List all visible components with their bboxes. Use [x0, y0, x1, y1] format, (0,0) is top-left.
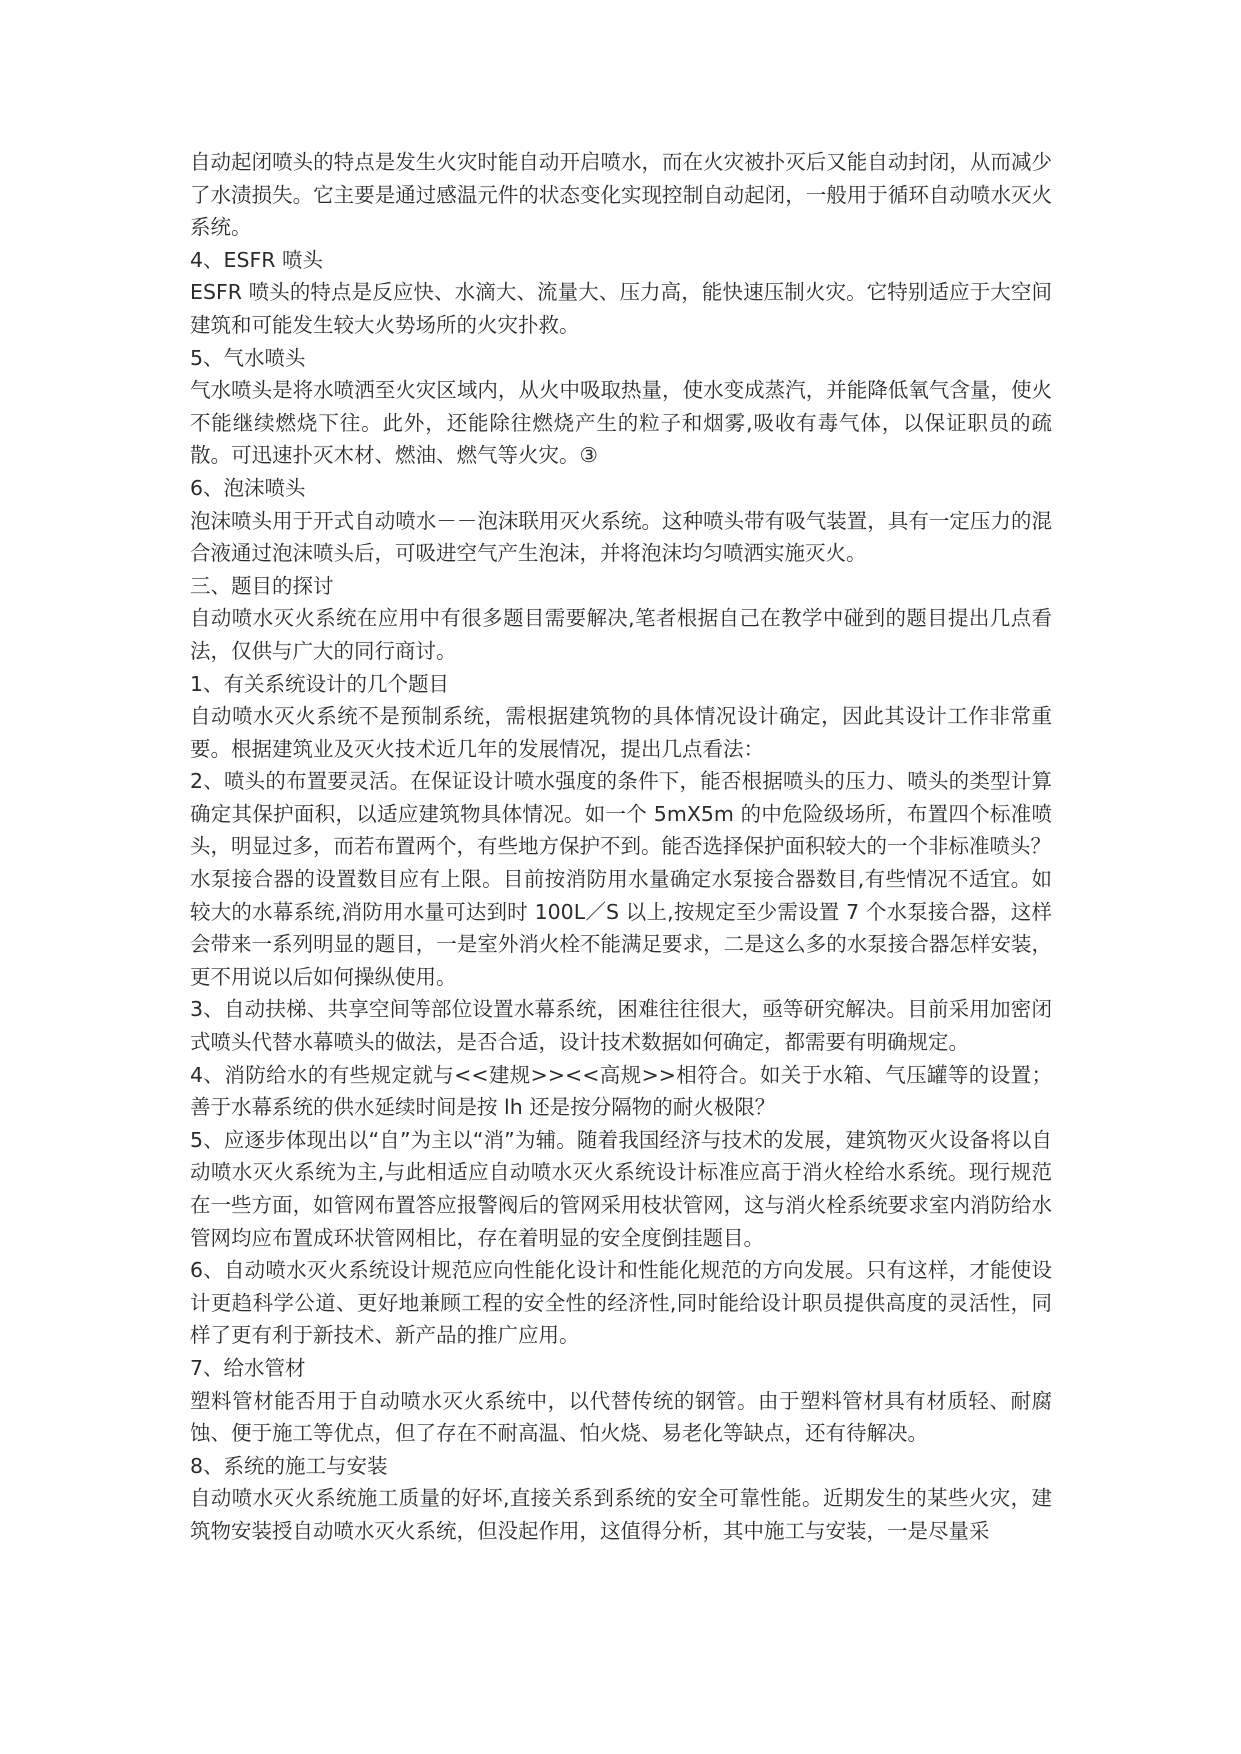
paragraph-pump-connector: 水泵接合器的设置数目应有上限。目前按消防用水量确定水泵接合器数目,有些情况不适宜。如较大的水幕系统,消防用水量可达到时 100L／S 以上,按规定至少需设置 7 个水泵接合器，这样会带来一系列明显的题目，一是室外消火栓不能满足要求，二是这么多的水泵接合器怎样安装，更不用说以后如何操纵使用。 — [190, 867, 1052, 989]
paragraph-fire-water-supply-rules: 4、消防给水的有些规定就与<<建规>><<高规>>相符合。如关于水箱、气压罐等的设置；善于水幕系统的供水延续时间是按 lh 还是按分隔物的耐火极限？ — [190, 1062, 1052, 1120]
heading-esfr-sprinkler: 4、ESFR 喷头 — [190, 247, 324, 272]
paragraph-sprinkler-layout: 2、喷头的布置要灵活。在保证设计喷水强度的条件下，能否根据喷头的压力、喷头的类型计算确定其保护面积，以适应建筑物具体情况。如一个 5mX5m 的中危险级场所，布置四个标准喷头，明显过多，而若布置两个，有些地方保护不到。能否选择保护面积较大的一个非标准喷头？ — [190, 769, 1052, 859]
heading-system-design: 1、有关系统设计的几个题目 — [190, 671, 450, 696]
paragraph-system-design: 自动喷水灭火系统不是预制系统，需根据建筑物的具体情况设计确定，因此其设计工作非常重要。根据建筑业及灭火技术近几年的发展情况，提出几点看法： — [190, 704, 1052, 761]
paragraph-air-water-sprinkler: 气水喷头是将水喷洒至火灾区域内，从火中吸取热量，使水变成蒸汽，并能降低氧气含量，使火不能继续燃烧下往。此外，还能除往燃烧产生的粒子和烟雾,吸收有毒气体，以保证职员的疏散。可迅速扑灭木材、燃油、燃气等火灾。③ — [190, 378, 1052, 468]
paragraph-water-pipes: 塑料管材能否用于自动喷水灭火系统中，以代替传统的钢管。由于塑料管材具有材质轻、耐腐蚀、便于施工等优点，但了存在不耐高温、怕火烧、易老化等缺点，还有待解决。 — [190, 1388, 1052, 1446]
paragraph-construction-installation: 自动喷水灭火系统施工质量的好坏,直接关系到系统的安全可靠性能。近期发生的某些火灾，建筑物安装授自动喷水灭火系统，但没起作用，这值得分析，其中施工与安装，一是尽量采 — [190, 1486, 1052, 1543]
paragraph-auto-over-hydrant: 5、应逐步体现出以“自”为主以“消”为辅。随着我国经济与技术的发展，建筑物灭火设备将以自动喷水灭火系统为主,与此相适应自动喷水灭火系统设计标准应高于消火栓给水系统。现行规范在一些方面，如管网布置答应报警阀后的管网采用枝状管网，这与消火栓系统要求室内消防给水管网均应布置成环状管网相比，存在着明显的安全度倒挂题目。 — [190, 1127, 1052, 1250]
paragraph-auto-open-close-sprinkler: 自动起闭喷头的特点是发生火灾时能自动开启喷水，而在火灾被扑灭后又能自动封闭，从而减少了水渍损失。它主要是通过感温元件的状态变化实现控制自动起闭，一般用于循环自动喷水灭火系统。 — [190, 150, 1052, 240]
paragraph-discussion-intro: 自动喷水灭火系统在应用中有很多题目需要解决,笔者根据自己在教学中碰到的题目提出几点看法，仅供与广大的同行商讨。 — [190, 606, 1052, 663]
paragraph-performance-based-design: 6、自动喷水灭火系统设计规范应向性能化设计和性能化规范的方向发展。只有这样，才能使设计更趋科学公道、更好地兼顾工程的安全性的经济性,同时能给设计职员提供高度的灵活性，同样了更有利于新技术、新产品的推广应用。 — [190, 1258, 1052, 1348]
paragraph-escalator-water-curtain: 3、自动扶梯、共享空间等部位设置水幕系统，困难往往很大，亟等研究解决。目前采用加密闭式喷头代替水幕喷头的做法，是否合适，设计技术数据如何确定，都需要有明确规定。 — [190, 997, 1052, 1055]
paragraph-foam-sprinkler: 泡沫喷头用于开式自动喷水－－泡沫联用灭火系统。这种喷头带有吸气装置，具有一定压力的混合液通过泡沫喷头后，可吸进空气产生泡沫，并将泡沫均匀喷洒实施灭火。 — [190, 508, 1052, 566]
paragraph-esfr-sprinkler: ESFR 喷头的特点是反应快、水滴大、流量大、压力高，能快速压制火灾。它特别适应于大空间建筑和可能发生较大火势场所的火灾扑救。 — [190, 280, 1052, 337]
heading-construction-installation: 8、系统的施工与安装 — [190, 1453, 388, 1478]
section-heading-discussion: 三、题目的探讨 — [190, 573, 334, 598]
heading-foam-sprinkler: 6、泡沫喷头 — [190, 475, 306, 500]
heading-water-pipes: 7、给水管材 — [190, 1355, 306, 1380]
heading-air-water-sprinkler: 5、气水喷头 — [190, 345, 306, 370]
document-body — [190, 146, 1052, 1548]
